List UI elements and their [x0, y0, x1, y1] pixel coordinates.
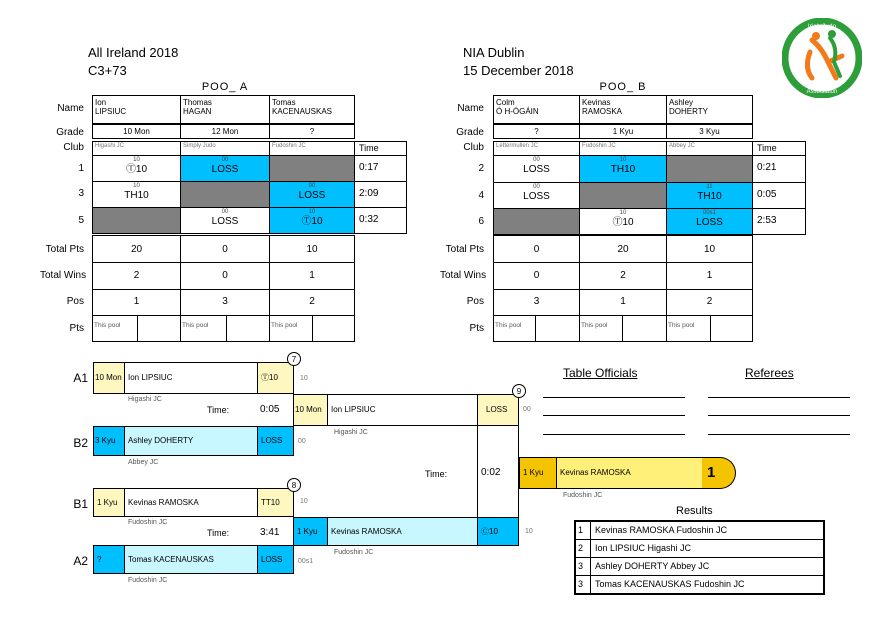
result-place: 3 [578, 579, 584, 589]
signature-line [708, 397, 850, 398]
bout-time: 2:53 [752, 208, 806, 235]
grade-cell: 1 Kyu [293, 517, 328, 546]
match-time: 0:02 [481, 467, 501, 478]
pool-a-grade: ? [269, 124, 355, 139]
position: 3 [222, 296, 228, 307]
winner-place: 1 [702, 457, 736, 489]
competitor-club: Higashi JC [128, 396, 162, 403]
event-date: 15 December 2018 [463, 63, 574, 78]
competitor-name: Ashley DOHERTY [124, 426, 258, 456]
pts-label: Pts [469, 323, 484, 334]
bout-result-cell: 10 TH10 [92, 181, 181, 208]
seed-label: B1 [73, 497, 88, 511]
position: 2 [706, 296, 713, 307]
match-result: Ⓒ10 [477, 517, 519, 546]
this-pool-label: This pool [495, 322, 522, 329]
competitor-club: Fudoshin JC [334, 549, 374, 556]
match-number: 8 [287, 478, 301, 492]
bout-result-cell: 10 TH10 [579, 155, 667, 183]
pool-b-player-name: Colm Ó H-ÓGÁIN [493, 95, 580, 124]
result-place: 3 [578, 561, 584, 571]
pool-b-grade: 3 Kyu [666, 124, 753, 139]
bout-time: 0:21 [752, 155, 806, 183]
total-pts-label: Total Pts [445, 244, 484, 255]
match-result: LOSS [477, 394, 519, 426]
grade-cell: ? [93, 545, 125, 574]
winner-grade: 1 Kyu [519, 457, 557, 489]
irish-judo-logo [782, 18, 862, 98]
bout-num: 3 [78, 188, 84, 199]
bout-time: 0:32 [354, 207, 407, 234]
position: 3 [533, 296, 540, 307]
competitor-club: Fudoshin JC [128, 577, 168, 584]
position: 1 [133, 296, 140, 307]
bout-empty-cell [666, 155, 753, 183]
pool-b-grade: 1 Kyu [579, 124, 667, 139]
name-label: Name [457, 103, 484, 114]
time-label: Time: [425, 469, 448, 479]
pos-label: Pos [66, 296, 84, 307]
bout-result-cell: 00 LOSS [269, 181, 355, 208]
bout-empty-cell [493, 208, 580, 235]
total-wins: 0 [533, 270, 540, 281]
match-time: 3:41 [260, 527, 280, 538]
score-side: 10 [525, 528, 533, 535]
bout-num: 5 [78, 215, 84, 226]
pool-b-grade: ? [493, 124, 580, 139]
total-pts: 0 [222, 244, 228, 255]
this-pool-label: This pool [94, 322, 121, 329]
name-label: Name [57, 103, 84, 114]
result-entry: Ashley DOHERTY Abbey JC [595, 561, 710, 571]
total-wins: 2 [133, 270, 140, 281]
this-pool-label: This pool [182, 322, 209, 329]
bout-num: 2 [478, 163, 484, 174]
svg-text:Irish Judo: Irish Judo [807, 23, 837, 30]
pos-label: Pos [466, 296, 484, 307]
competitor-name: Tomas KACENAUSKAS [124, 545, 258, 574]
grade-cell: 10 Mon [93, 362, 125, 394]
competitor-club: Fudoshin JC [128, 519, 168, 526]
total-pts: 20 [617, 244, 629, 255]
total-pts: 0 [533, 244, 540, 255]
pool-a-player-name: Tomas KACENAUSKAS [269, 95, 355, 124]
pool-a-club: Higashi JC [92, 141, 181, 156]
signature-line [708, 415, 850, 416]
match-result: Ⓣ10 [257, 362, 294, 394]
time-label: Time: [207, 405, 230, 415]
signature-line [543, 397, 685, 398]
table-officials-heading: Table Officials [563, 366, 638, 380]
bout-empty-cell [579, 182, 667, 209]
bout-result-cell: 00 LOSS [180, 207, 270, 234]
grade-label: Grade [56, 127, 84, 138]
competitor-club: Higashi JC [334, 429, 368, 436]
seed-label: B2 [73, 436, 88, 450]
match-time: 0:05 [260, 404, 280, 415]
pool-b-player-name: Kevinas RAMOSKA [579, 95, 667, 124]
time-label: Time: [207, 528, 230, 538]
seed-label: A2 [73, 554, 88, 568]
bout-result-cell: 00 LOSS [180, 155, 270, 182]
result-place: 2 [578, 543, 584, 553]
event-title: All Ireland 2018 [88, 45, 179, 60]
match-result: LOSS [257, 426, 294, 456]
bout-result-cell: 00 LOSS [493, 182, 580, 209]
seed-label: A1 [73, 371, 88, 385]
referees-heading: Referees [745, 366, 794, 380]
competitor-name: Kevinas RAMOSKA [327, 517, 478, 546]
this-pool-label: This pool [271, 322, 298, 329]
venue: NIA Dublin [463, 45, 525, 60]
result-entry: Kevinas RAMOSKA Fudoshin JC [595, 525, 728, 535]
time-header: Time [752, 141, 806, 156]
total-pts: 20 [130, 244, 143, 255]
club-label: Club [463, 142, 484, 153]
competitor-club: Abbey JC [128, 459, 159, 466]
bout-num: 6 [478, 216, 484, 227]
pool-a-grade: 12 Mon [180, 124, 270, 139]
svg-text:Association: Association [806, 89, 838, 95]
results-title: Results [676, 505, 713, 517]
signature-line [708, 434, 850, 435]
pool-b-club: Lettermullen JC [493, 141, 580, 156]
result-entry: Ion LIPSIUC Higashi JC [595, 543, 692, 553]
grade-cell: 3 Kyu [93, 426, 125, 456]
score-side: 00 [298, 438, 306, 445]
total-pts-label: Total Pts [45, 244, 84, 255]
bout-result-cell: 00 LOSS [493, 155, 580, 183]
position: 1 [620, 296, 626, 307]
pool-b-club: Abbey JC [666, 141, 753, 156]
this-pool-label: This pool [581, 322, 608, 329]
winner-name: Kevinas RAMOSKA [556, 457, 703, 489]
bout-num: 1 [78, 163, 84, 174]
match-number: 7 [287, 352, 301, 366]
total-wins: 1 [706, 270, 713, 281]
bout-empty-cell [92, 207, 181, 234]
bout-empty-cell [269, 155, 355, 182]
signature-line [543, 415, 685, 416]
competitor-name: Ion LIPSIUC [327, 394, 478, 426]
total-pts: 10 [306, 244, 318, 255]
pts-label: Pts [69, 323, 84, 334]
pool-b-title: POO_ B [599, 81, 647, 93]
grade-cell: 10 Mon [293, 394, 328, 426]
match-result: TT10 [257, 488, 294, 517]
score-side: 10 [300, 375, 308, 382]
pool-b-club: Fudoshin JC [579, 141, 667, 156]
pool-a-club: Simply Judo [180, 141, 270, 156]
bout-num: 4 [478, 190, 484, 201]
bout-empty-cell [180, 181, 270, 208]
grade-label: Grade [456, 127, 484, 138]
match-result: LOSS [257, 545, 294, 574]
bout-result-cell: 11 TH10 [666, 182, 753, 209]
winner-club: Fudoshin JC [563, 492, 603, 499]
time-header: Time [354, 141, 407, 156]
club-label: Club [63, 142, 84, 153]
bout-time: 0:17 [354, 155, 407, 182]
total-wins: 1 [309, 270, 315, 281]
total-pts: 10 [703, 244, 716, 255]
bout-time: 2:09 [354, 181, 407, 208]
bout-result-cell: 10 Ⓣ10 [92, 155, 181, 182]
bout-result-cell: 10 Ⓣ10 [269, 207, 355, 234]
this-pool-label: This pool [668, 322, 695, 329]
signature-line [543, 434, 685, 435]
result-place: 1 [578, 525, 584, 535]
position: 2 [309, 296, 315, 307]
competitor-name: Ion LIPSIUC [124, 362, 258, 394]
score-side: 10 [300, 498, 308, 505]
total-wins-label: Total Wins [440, 270, 487, 281]
total-wins: 0 [222, 270, 228, 281]
total-wins-label: Total Wins [40, 270, 87, 281]
pool-a-grade: 10 Mon [92, 124, 181, 139]
bout-result-cell: 10 Ⓣ10 [579, 208, 667, 235]
score-side: 00s1 [298, 558, 314, 565]
pool-a-player-name: Ion LIPSIUC [92, 95, 181, 124]
score-side: 00 [523, 406, 531, 413]
grade-cell: 1 Kyu [93, 488, 125, 517]
pool-a-title: POO_ A [201, 81, 249, 93]
category: C3+73 [88, 63, 127, 78]
pool-b-player-name: Ashley DOHERTY [666, 95, 753, 124]
bout-result-cell: 00s1 LOSS [666, 208, 753, 235]
result-entry: Tomas KACENAUSKAS Fudoshin JC [595, 579, 745, 589]
total-wins: 2 [620, 270, 626, 281]
pool-a-player-name: Thomas HAGAN [180, 95, 270, 124]
pool-a-club: Fudoshin JC [269, 141, 355, 156]
match-number: 9 [512, 384, 526, 398]
bout-time: 0:05 [752, 182, 806, 209]
competitor-name: Kevinas RAMOSKA [124, 488, 258, 517]
